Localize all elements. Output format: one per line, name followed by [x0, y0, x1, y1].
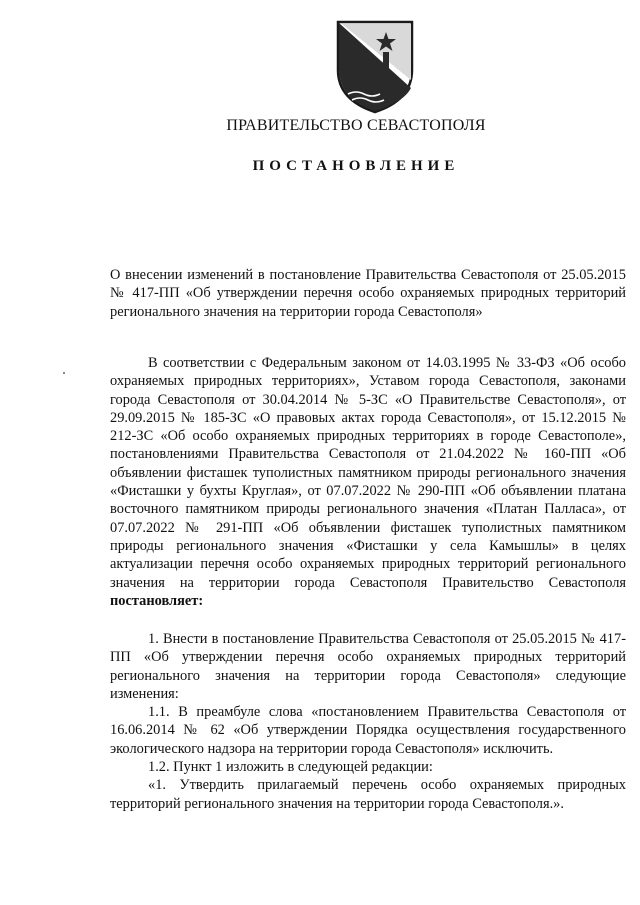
- resolution-items: [110, 630, 626, 813]
- document-type-title: ПОСТАНОВЛЕНИЕ: [252, 158, 460, 174]
- scan-dot: [63, 372, 65, 374]
- document-subject: О внесении изменений в постановление Правительства Севастополя от 25.05.2015 № 417-ПП «Об утверждении перечня особо охраняемых природных территорий регионального значения на территории города Севастополя»: [110, 267, 626, 320]
- preamble-resolves: постановляет:: [110, 592, 204, 609]
- preamble-text: В соответствии с Федеральным законом от 14.03.1995 № 33-ФЗ «Об особо охраняемых природных территориях», Уставом города Севастополя, законами города Севастополя от 30.04.2014 № 5-ЗС «О Правительстве Севастополя», от 29.09.2015 № 185-ЗС «О правовых актах города Севастополя», от 15.12.2015 № 212-ЗС «Об особо охраняемых природных территориях в городе Севастополе», постановлениями Правительства Севастополя от 21.04.2022 № 160-ПП «Об объявлении фисташек туполистных памятником природы регионального значения «Фисташки у бухты Круглая», от 07.07.2022 № 290-ПП «Об объявлении платана восточного памятником природы регионального значения «Платан Палласа», от 07.07.2022 № 291-ПП «Об объявлении фисташек туполистных памятником природы регионального значения «Фисташки у села Камышлы» в целях актуализации перечня особо охраняемых природных территорий регионального значения на территории города Севастополя Правительство Севастополя: [110, 355, 626, 591]
- organization-name: ПРАВИТЕЛЬСТВО СЕВАСТОПОЛЯ: [226, 117, 486, 134]
- item-1-1: 1.1. В преамбуле слова «постановлением Правительства Севастополя от 16.06.2014 № 62 «Об утверждении Порядка осуществления государственного экологического надзора на территории города Севастополя» исключить.: [110, 704, 626, 757]
- item-1-2-quote: «1. Утвердить прилагаемый перечень особо охраняемых природных территорий регионального значения на территории города Севастополя.».: [110, 777, 626, 812]
- preamble-paragraph: [110, 354, 626, 610]
- sevastopol-coat-of-arms-icon: [334, 18, 416, 114]
- item-1-2: 1.2. Пункт 1 изложить в следующей редакции:: [148, 759, 433, 776]
- item-1: 1. Внести в постановление Правительства Севастополя от 25.05.2015 № 417-ПП «Об утверждении перечня особо охраняемых природных территорий регионального значения на территории города Севастополя» следующие изменения:: [110, 631, 626, 702]
